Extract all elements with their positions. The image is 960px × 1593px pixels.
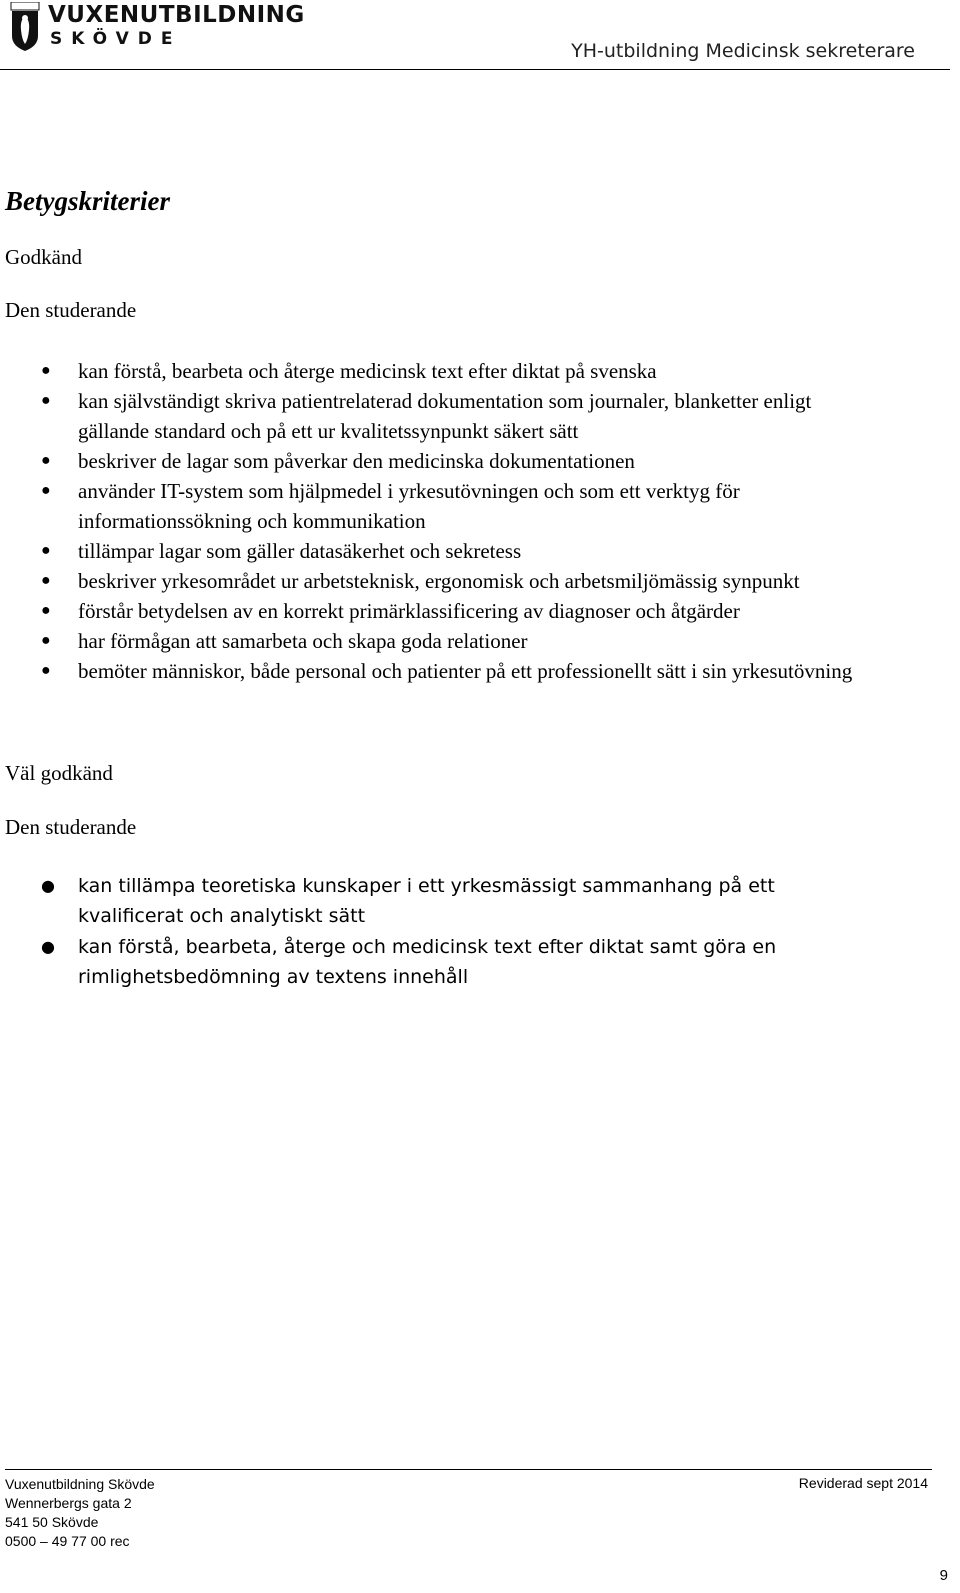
list-item: ● har förmågan att samarbeta och skapa goda relationer	[5, 626, 885, 656]
list-item: ● beskriver yrkesområdet ur arbetsteknisk, ergonomisk och arbetsmiljömässig synpunkt	[5, 566, 885, 596]
intro-val-godkand: Den studerande	[5, 815, 137, 839]
list-item: ● förstår betydelsen av en korrekt primärklassificering av diagnoser och åtgärder	[5, 596, 885, 626]
criteria-list-val-godkand	[5, 871, 885, 993]
footer-street: Wennerbergs gata 2	[5, 1495, 132, 1511]
footer-org: Vuxenutbildning Skövde	[5, 1476, 155, 1492]
bullet-icon: ●	[41, 542, 51, 559]
page-number: 9	[939, 1567, 948, 1584]
footer-divider	[5, 1469, 932, 1470]
footer-revised: Reviderad sept 2014	[798, 1475, 928, 1491]
bullet-icon: ●	[41, 482, 51, 499]
skovde-crest-icon	[10, 2, 40, 52]
footer-address	[5, 1475, 155, 1551]
logo-city: SKÖVDE	[50, 29, 182, 49]
footer-phone: 0500 – 49 77 00 rec	[5, 1533, 130, 1549]
vuxenutbildning-logo	[8, 2, 305, 56]
page-heading: Betygskriterier	[5, 186, 170, 216]
page-header	[0, 0, 960, 72]
bullet-icon: ●	[41, 662, 51, 679]
bullet-icon: ●	[41, 392, 51, 409]
footer-postal: 541 50 Skövde	[5, 1514, 99, 1530]
list-item: ● tillämpar lagar som gäller datasäkerhet och sekretess	[5, 536, 885, 566]
bullet-icon: ●	[41, 572, 51, 589]
bullet-icon: ●	[41, 452, 51, 469]
bullet-icon: ●	[41, 876, 55, 895]
bullet-icon: ●	[41, 602, 51, 619]
list-item: ● kan självständigt skriva patientrelaterad dokumentation som journaler, blanketter enligt gällande standard och på ett ur kvalitetssynpunkt säkert sätt	[5, 386, 885, 446]
list-item: ● beskriver de lagar som påverkar den medicinska dokumentationen	[5, 446, 885, 476]
intro-godkand: Den studerande	[5, 298, 137, 322]
header-title: YH-utbildning Medicinsk sekreterare	[571, 40, 915, 62]
bullet-icon: ●	[41, 937, 55, 956]
header-divider	[0, 69, 950, 70]
list-item: ● kan förstå, bearbeta och återge medicinsk text efter diktat på svenska	[5, 356, 885, 386]
grade-label-val-godkand: Väl godkänd	[5, 761, 113, 785]
criteria-list-godkand	[5, 356, 885, 686]
bullet-icon: ●	[41, 362, 51, 379]
list-item: ● kan tillämpa teoretiska kunskaper i ett yrkesmässigt sammanhang på ett kvalificerat och analytiskt sätt	[5, 871, 885, 931]
logo-name: VUXENUTBILDNING	[48, 2, 305, 28]
grade-label-godkand: Godkänd	[5, 245, 82, 269]
list-item: ● använder IT-system som hjälpmedel i yrkesutövningen och som ett verktyg för informationssökning och kommunikation	[5, 476, 885, 536]
bullet-icon: ●	[41, 632, 51, 649]
list-item: ● bemöter människor, både personal och patienter på ett professionellt sätt i sin yrkesutövning	[5, 656, 885, 686]
list-item: ● kan förstå, bearbeta, återge och medicinsk text efter diktat samt göra en rimlighetsbedömning av textens innehåll	[5, 932, 885, 992]
